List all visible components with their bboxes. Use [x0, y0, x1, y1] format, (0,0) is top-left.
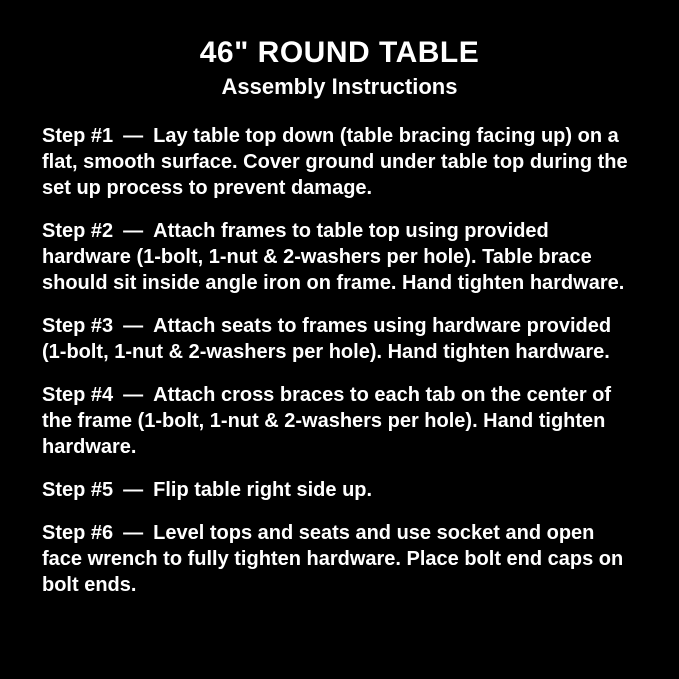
page-subtitle: Assembly Instructions	[221, 74, 458, 99]
step-item-1	[42, 123, 637, 201]
em-dash: —	[123, 384, 144, 407]
step-text: Lay table top down (table bracing facing up) on a flat, smooth surface. Cover ground under table top during the set up process to prevent damage.	[42, 125, 628, 200]
em-dash: —	[123, 220, 144, 243]
steps-list	[0, 123, 679, 598]
step-label: Step #4	[42, 384, 114, 407]
step-text: Attach seats to frames using hardware provided (1-bolt, 1-nut & 2-washers per hole). Hand tighten hardware.	[42, 315, 612, 364]
em-dash: —	[123, 522, 144, 545]
step-text: Level tops and seats and use socket and open face wrench to fully tighten hardware. Place bolt end caps on bolt ends.	[42, 522, 624, 597]
step-item-4	[42, 382, 637, 460]
em-dash: —	[123, 125, 144, 148]
step-item-6	[42, 520, 637, 598]
step-label: Step #5	[42, 479, 114, 502]
step-label: Step #3	[42, 315, 114, 338]
step-label: Step #6	[42, 522, 114, 545]
header	[0, 0, 679, 99]
em-dash: —	[123, 315, 144, 338]
step-text: Attach cross braces to each tab on the center of the frame (1-bolt, 1-nut & 2-washers per hole). Hand tighten hardware.	[42, 384, 612, 459]
step-item-2	[42, 218, 637, 296]
step-item-3	[42, 313, 637, 365]
step-label: Step #2	[42, 220, 114, 243]
page-title: 46" ROUND TABLE	[199, 36, 480, 69]
step-text: Attach frames to table top using provided hardware (1-bolt, 1-nut & 2-washers per hole). Table brace should sit inside angle iron on frame. Hand tighten hardware.	[42, 220, 625, 295]
step-text: Flip table right side up.	[153, 479, 373, 502]
step-label: Step #1	[42, 125, 114, 148]
step-item-5	[42, 477, 637, 503]
em-dash: —	[123, 479, 144, 502]
